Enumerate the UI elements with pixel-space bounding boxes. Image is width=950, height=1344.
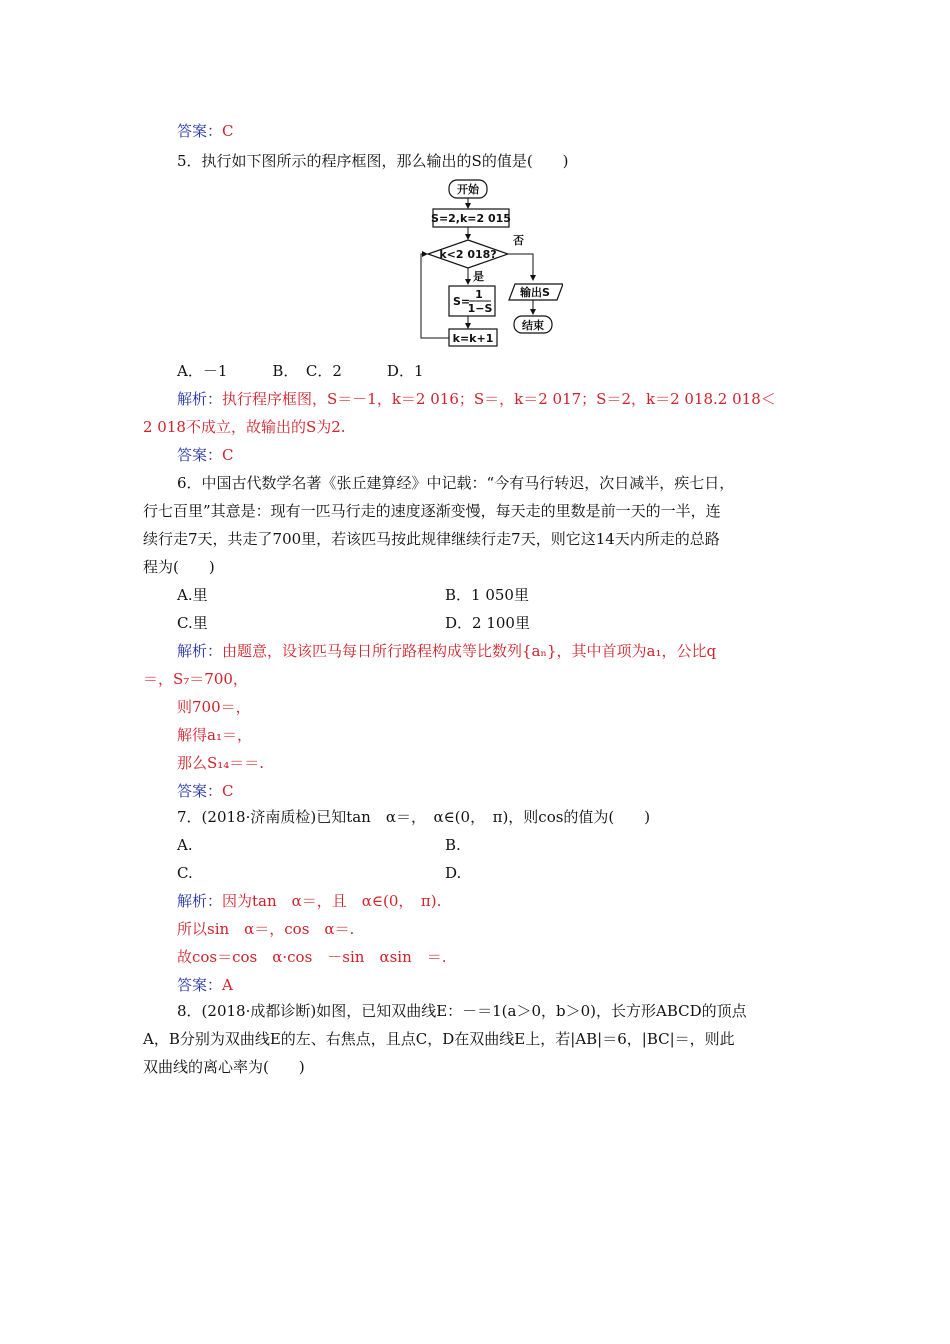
- q6-option-c: C.里: [177, 614, 208, 632]
- q6-analysis-line-3: 则700＝，: [177, 698, 251, 716]
- q7-option-d: D.: [445, 864, 462, 882]
- q7-option-c: C.: [177, 864, 193, 882]
- q6-analysis-line-4: 解得a₁＝，: [177, 726, 252, 744]
- flow-assign-lhs: S=: [453, 295, 471, 308]
- q5-analysis-line-2: 2 018不成立，故输出的S为2.: [143, 418, 346, 436]
- q6-analysis-line-1: [177, 641, 716, 661]
- analysis-label: 解析：: [177, 892, 223, 910]
- q8-stem-line-3: 双曲线的离心率为( ): [143, 1058, 305, 1076]
- q4-answer: [177, 121, 234, 141]
- flow-init-label: S=2,k=2 015: [431, 212, 511, 225]
- q6-stem-line-3: 续行走7天，共走了700里，若该匹马按此规律继续行走7天，则它这14天内所走的总路: [143, 530, 720, 548]
- flow-yes-label: 是: [473, 270, 484, 283]
- q8-stem-line-2: A，B分别为双曲线E的左、右焦点，且点C，D在双曲线E上，若|AB|＝6，|BC|＝，则此: [143, 1030, 735, 1048]
- q6-stem-line-4: 程为( ): [143, 558, 215, 576]
- q5-analysis-line-1: [177, 389, 776, 409]
- q6-analysis-line-2: ＝，S₇＝700，: [143, 670, 248, 688]
- analysis-label: 解析：: [177, 390, 223, 408]
- q7-answer: [177, 975, 233, 995]
- answer-value: C: [222, 122, 234, 140]
- flow-condition-label: k<2 018?: [439, 248, 497, 261]
- q7-analysis-line-2: 所以sin α＝，cos α＝.: [177, 920, 355, 938]
- q6-option-d: D．2 100里: [445, 614, 530, 632]
- q7-analysis-line-3: 故cos＝cos α·cos －sin αsin ＝.: [177, 948, 447, 966]
- answer-value: C: [222, 446, 234, 464]
- q5-options: A．－1 B． C．2 D．1: [177, 362, 424, 380]
- answer-label: 答案：: [177, 782, 223, 800]
- analysis-label: 解析：: [177, 642, 223, 660]
- flow-loop-back: [421, 254, 449, 338]
- flow-start-label: 开始: [457, 183, 479, 196]
- q6-analysis-line-5: 那么S₁₄＝＝.: [177, 754, 265, 772]
- q6-answer: [177, 781, 234, 801]
- q6-stem-line-2: 行七百里”其意是：现有一匹马行走的速度逐渐变慢，每天走的里数是前一天的一半，连: [143, 502, 721, 520]
- answer-label: 答案：: [177, 976, 223, 994]
- answer-label: 答案：: [177, 446, 223, 464]
- q6-option-a: A.里: [177, 586, 208, 604]
- q5-stem: 5．执行如下图所示的程序框图，那么输出的S的值是( ): [177, 152, 569, 170]
- answer-value: C: [222, 782, 234, 800]
- flow-output-label: 输出S: [520, 286, 550, 299]
- analysis-text: 由题意，设该匹马每日所行路程构成等比数列{aₙ}，其中首项为a₁，公比q: [222, 642, 717, 660]
- answer-value: A: [222, 976, 233, 994]
- q8-stem-line-1: 8．(2018·成都诊断)如图，已知双曲线E：－＝1(a＞0，b＞0)，长方形ABCD的顶点: [177, 1002, 747, 1020]
- flow-no-label: 否: [513, 234, 524, 247]
- flow-no-branch: [508, 254, 533, 280]
- q6-option-b: B．1 050里: [445, 586, 529, 604]
- q5-answer: [177, 445, 234, 465]
- flow-increment-label: k=k+1: [452, 332, 494, 345]
- answer-label: 答案：: [177, 122, 223, 140]
- q7-option-b: B.: [445, 836, 461, 854]
- analysis-text: 因为tan α＝，且 α∈(0， π).: [222, 892, 442, 910]
- program-flowchart: [413, 176, 563, 354]
- analysis-text: 执行程序框图，S＝－1，k＝2 016；S＝，k＝2 017；S＝2，k＝2 018.2 018＜: [222, 390, 776, 408]
- q7-analysis-line-1: [177, 891, 441, 911]
- q7-stem: 7．(2018·济南质检)已知tan α＝， α∈(0， π)，则cos的值为( ): [177, 808, 651, 826]
- flow-assign-den: 1−S: [467, 302, 493, 315]
- flow-end-label: 结束: [522, 319, 544, 332]
- flow-assign-num: 1: [475, 288, 483, 301]
- q6-stem-line-1: 6．中国古代数学名著《张丘建算经》中记载：“今有马行转迟，次日减半，疾七日，: [177, 474, 735, 492]
- q7-option-a: A.: [177, 836, 193, 854]
